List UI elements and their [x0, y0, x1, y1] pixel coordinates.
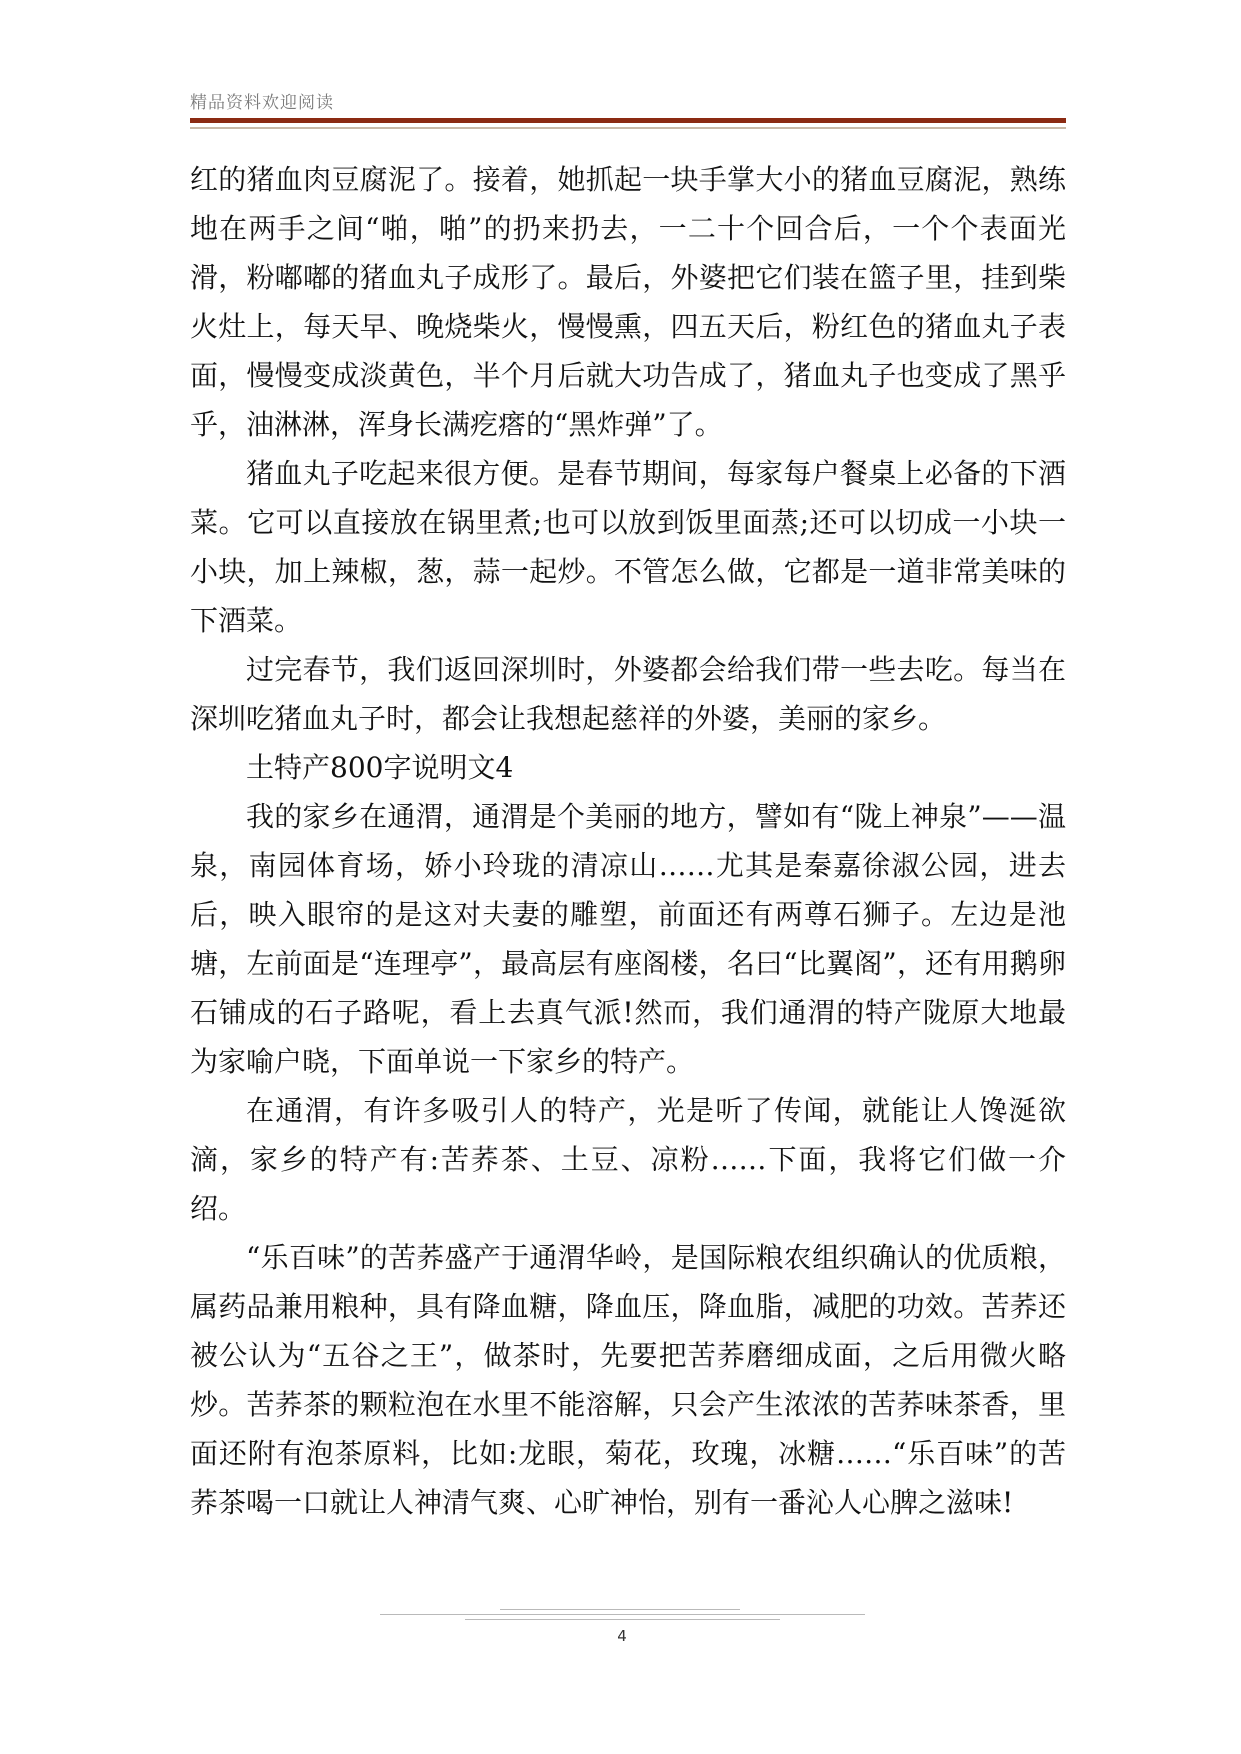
paragraph-2: 猪血丸子吃起来很方便。是春节期间，每家每户餐桌上必备的下酒菜。它可以直接放在锅里煮;也可以放到饭里面蒸;还可以切成一小块一小块，加上辣椒，葱，蒜一起炒。不管怎么做，它都是一道非常美味的下酒菜。 — [190, 457, 1066, 637]
header-rule-thin — [190, 127, 1066, 129]
footer-line-top — [500, 1609, 740, 1610]
body-text — [190, 155, 1066, 1527]
paragraph-5: 在通渭，有许多吸引人的特产，光是听了传闻，就能让人馋涎欲滴，家乡的特产有:苦荞茶、土豆、凉粉……下面，我将它们做一介绍。 — [190, 1094, 1066, 1225]
footer-line-bottom — [465, 1619, 780, 1620]
page-number: 4 — [617, 1627, 627, 1645]
header-title: 精品资料欢迎阅读 — [190, 93, 334, 113]
section-heading: 土特产800字说明文4 — [246, 751, 514, 784]
paragraph-1: 红的猪血肉豆腐泥了。接着，她抓起一块手掌大小的猪血豆腐泥，熟练地在两手之间“啪，啪”的扔来扔去，一二十个回合后，一个个表面光滑，粉嘟嘟的猪血丸子成形了。最后，外婆把它们装在篮子里，挂到柴火灶上，每天早、晚烧柴火，慢慢熏，四五天后，粉红色的猪血丸子表面，慢慢变成淡黄色，半个月后就大功告成了，猪血丸子也变成了黑乎乎，油淋淋，浑身长满疙瘩的“黑炸弹”了。 — [190, 163, 1066, 441]
header-rule-thick — [190, 118, 1066, 123]
paragraph-4: 我的家乡在通渭，通渭是个美丽的地方，譬如有“陇上神泉”——温泉，南园体育场，娇小玲珑的清凉山……尤其是秦嘉徐淑公园，进去后，映入眼帘的是这对夫妻的雕塑，前面还有两尊石狮子。左边是池塘，左前面是“连理亭”，最高层有座阁楼，名曰“比翼阁”，还有用鹅卵石铺成的石子路呢，看上去真气派!然而，我们通渭的特产陇原大地最为家喻户晓，下面单说一下家乡的特产。 — [190, 800, 1066, 1078]
paragraph-6: “乐百味”的苦荞盛产于通渭华岭，是国际粮农组织确认的优质粮，属药品兼用粮种，具有降血糖，降血压，降血脂，减肥的功效。苦荞还被公认为“五谷之王”，做茶时，先要把苦荞磨细成面，之后用微火略炒。苦荞茶的颗粒泡在水里不能溶解，只会产生浓浓的苦荞味茶香，里面还附有泡茶原料，比如:龙眼，菊花，玫瑰，冰糖……“乐百味”的苦荞茶喝一口就让人神清气爽、心旷神怡，别有一番沁人心脾之滋味! — [190, 1241, 1066, 1519]
paragraph-3: 过完春节，我们返回深圳时，外婆都会给我们带一些去吃。每当在深圳吃猪血丸子时，都会让我想起慈祥的外婆，美丽的家乡。 — [190, 653, 1066, 735]
footer-line-middle — [380, 1614, 865, 1615]
